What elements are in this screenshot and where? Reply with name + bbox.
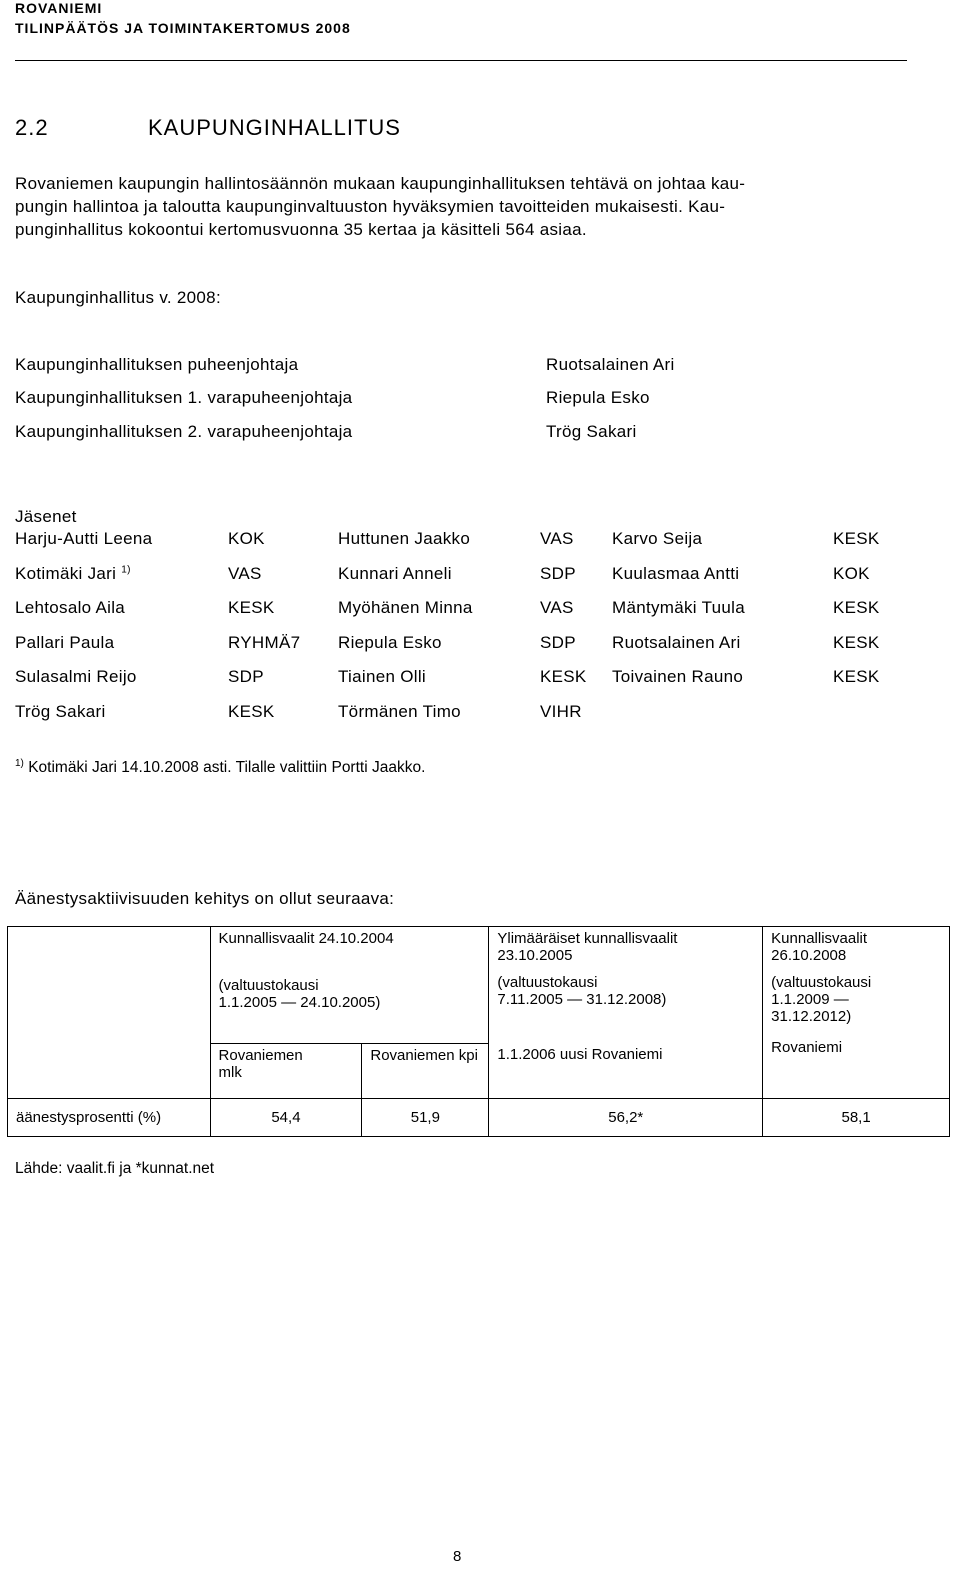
- member-party: KESK: [833, 633, 880, 652]
- member-party: VAS: [228, 564, 262, 583]
- election-title: Ylimääräiset kunnallisvaalit 23.10.2005: [497, 930, 678, 964]
- municipality-mlk: [210, 1044, 362, 1099]
- source-note: Lähde: vaalit.fi ja *kunnat.net: [15, 1160, 215, 1177]
- intro-line: punginhallitus kokoontui kertomusvuonna 35 kertaa ja käsitteli 564 asiaa.: [15, 220, 587, 239]
- member-name: Harju-Autti Leena: [15, 529, 153, 548]
- election-2005-header: [489, 927, 763, 1099]
- council-term: (valtuustokausi: [497, 974, 598, 991]
- municipality-label: Rovaniemen mlk: [218, 1047, 303, 1081]
- officer-name: Ruotsalainen Ari: [546, 355, 675, 374]
- turnout-value: 58,1: [763, 1099, 950, 1137]
- footnote-mark: 1): [15, 758, 24, 769]
- member-party: KESK: [833, 598, 880, 617]
- member-name: Kunnari Anneli: [338, 564, 452, 583]
- footnote: [15, 758, 425, 777]
- member-party: KOK: [833, 564, 870, 583]
- member-party: VIHR: [540, 702, 582, 721]
- footnote-ref: 1): [121, 564, 131, 576]
- member-name: Karvo Seija: [612, 529, 703, 548]
- member-party: VAS: [540, 529, 574, 548]
- row-label: äänestysprosentti (%): [8, 1099, 211, 1137]
- intro-line: pungin hallintoa ja taloutta kaupunginvaltuuston hyväksymien tavoitteiden mukaisesti. Kau-: [15, 197, 726, 216]
- turnout-value: 56,2*: [489, 1099, 763, 1137]
- member-party: RYHMÄ7: [228, 633, 301, 652]
- member-party: VAS: [540, 598, 574, 617]
- turnout-value: 54,4: [210, 1099, 362, 1137]
- footnote-text: Kotimäki Jari 14.10.2008 asti. Tilalle valittiin Portti Jaakko.: [28, 759, 426, 777]
- council-term: (valtuustokausi: [771, 974, 872, 991]
- table-corner-cell: [8, 927, 211, 1099]
- turnout-table: [7, 926, 950, 1137]
- election-2004-header: [210, 927, 489, 1044]
- member-name: Lehtosalo Aila: [15, 598, 126, 617]
- member-name-text: Kotimäki Jari: [15, 564, 117, 583]
- member-name: Toivainen Rauno: [612, 667, 744, 686]
- member-party: KESK: [833, 529, 880, 548]
- officer-role: Kaupunginhallituksen puheenjohtaja: [15, 355, 299, 374]
- member-name: Pallari Paula: [15, 633, 115, 652]
- member-name: Riepula Esko: [338, 633, 442, 652]
- member-name: Ruotsalainen Ari: [612, 633, 741, 652]
- member-party: SDP: [540, 633, 576, 652]
- header-divider: [15, 60, 907, 61]
- section-number: 2.2: [15, 115, 49, 140]
- council-term-dates: 7.11.2005 — 31.12.2008): [497, 991, 667, 1008]
- member-name: Myöhänen Minna: [338, 598, 473, 617]
- members-heading: Jäsenet: [15, 507, 77, 526]
- intro-line: Rovaniemen kaupungin hallintosäännön mukaan kaupunginhallituksen tehtävä on johtaa kau-: [15, 174, 746, 193]
- member-party: SDP: [540, 564, 576, 583]
- member-name: Trög Sakari: [15, 702, 106, 721]
- report-header-city: ROVANIEMI: [15, 0, 103, 16]
- municipality-label: Rovaniemi: [771, 1039, 843, 1056]
- member-party: KESK: [228, 702, 275, 721]
- election-title: Kunnallisvaalit 24.10.2004: [218, 930, 394, 947]
- board-heading: Kaupunginhallitus v. 2008:: [15, 288, 221, 307]
- officer-role: Kaupunginhallituksen 1. varapuheenjohtaja: [15, 388, 353, 407]
- member-party: KOK: [228, 529, 265, 548]
- page-number: 8: [453, 1548, 462, 1565]
- turnout-heading: Äänestysaktiivisuuden kehitys on ollut seuraava:: [15, 889, 395, 908]
- member-party: KESK: [540, 667, 587, 686]
- member-party: SDP: [228, 667, 264, 686]
- intro-paragraph: [15, 172, 895, 241]
- officer-name: Riepula Esko: [546, 388, 650, 407]
- officer-name: Trög Sakari: [546, 422, 637, 441]
- municipality-label: Rovaniemen kpi: [370, 1047, 478, 1064]
- turnout-value: 51,9: [362, 1099, 489, 1137]
- member-name: Kuulasmaa Antti: [612, 564, 740, 583]
- member-name: Tiainen Olli: [338, 667, 427, 686]
- section-title: KAUPUNGINHALLITUS: [148, 115, 401, 140]
- officer-role: Kaupunginhallituksen 2. varapuheenjohtaja: [15, 422, 353, 441]
- member-party: KESK: [228, 598, 275, 617]
- election-2008-header: [763, 927, 950, 1099]
- council-term: (valtuustokausi: [218, 977, 319, 994]
- municipality-kpi: [362, 1044, 489, 1099]
- report-header-title: TILINPÄÄTÖS JA TOIMINTAKERTOMUS 2008: [15, 20, 351, 36]
- municipality-label: 1.1.2006 uusi Rovaniemi: [497, 1046, 663, 1063]
- council-term-dates: 1.1.2009 — 31.12.2012): [771, 991, 852, 1025]
- member-party: KESK: [833, 667, 880, 686]
- election-title: Kunnallisvaalit 26.10.2008: [771, 930, 868, 964]
- council-term-dates: 1.1.2005 — 24.10.2005): [218, 994, 381, 1011]
- member-name: Huttunen Jaakko: [338, 529, 471, 548]
- member-name: [15, 564, 131, 584]
- member-name: Mäntymäki Tuula: [612, 598, 745, 617]
- member-name: Sulasalmi Reijo: [15, 667, 137, 686]
- member-name: Törmänen Timo: [338, 702, 461, 721]
